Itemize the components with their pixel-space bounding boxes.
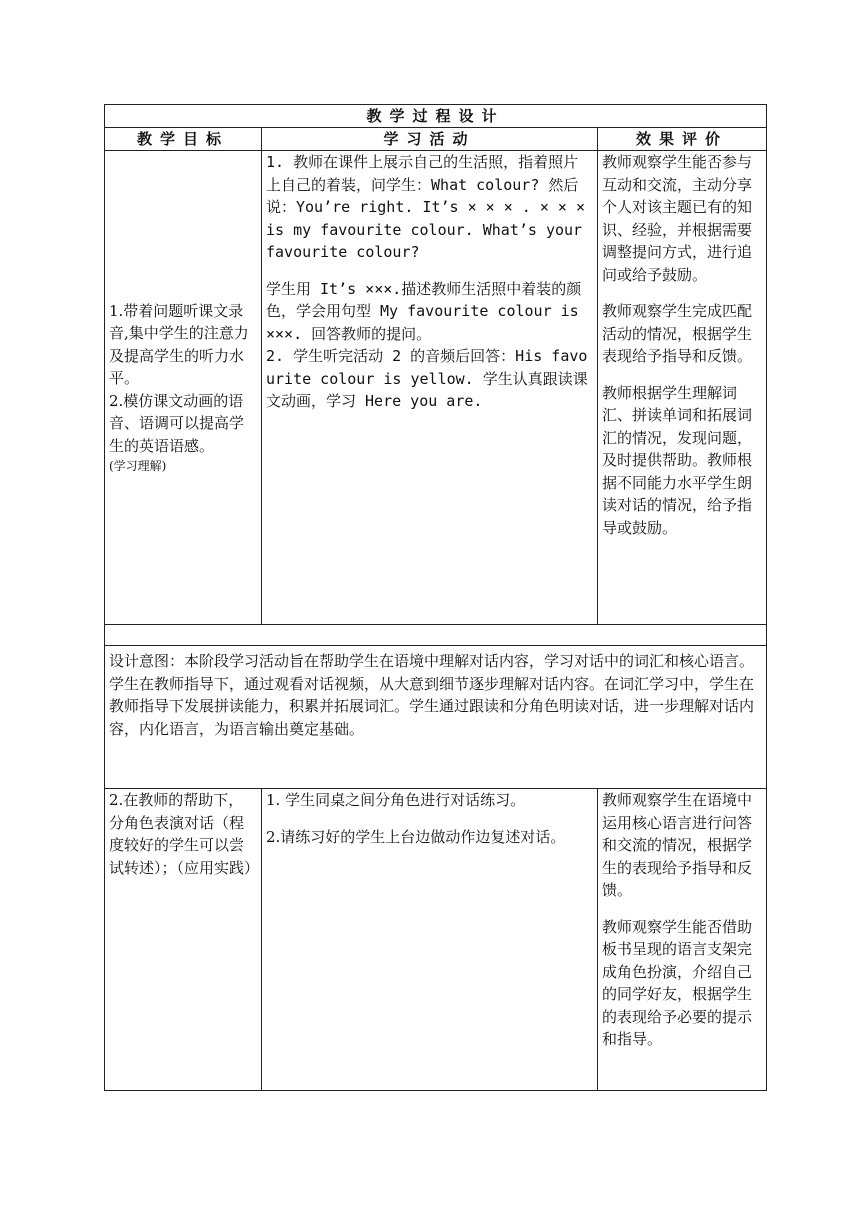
section1-goals-cell [105,151,262,625]
goal-note: (学习理解) [109,459,167,474]
section2-goals-cell [105,789,262,1091]
section1-row [105,151,767,625]
header-activities: 学习活动 [262,128,598,151]
goal-2: 2.在教师的帮助下，分角色表演对话（程度较好的学生可以尝试转述）；（应用实践） [109,791,260,877]
design-intent: 设计意图：本阶段学习活动旨在帮助学生在语境中理解对话内容，学习对话中的词汇和核心语言。学生在教师指导下，通过观看对话视频，从大意到细节逐步理解对话内容。在词汇学习中，学生在教师指导下发展拼读能力，积累并拓展词汇。学生通过跟读和分角色明读对话，进一步理解对话内容，内化语言，为语言输出奠定基础。 [105,646,767,789]
goal-line-1: 1.带着问题听课文录音,集中学生的注意力及提高学生的听力水平。 [109,301,249,388]
document-page [104,104,766,1091]
evaluation-5: 教师观察学生能否借助板书呈现的语言支架完成角色扮演，介绍自己的同学好友，根据学生的表现给予必要的提示和指导。 [602,917,753,1048]
header-row [105,128,767,151]
section1-activities-cell [262,151,598,625]
header-goals: 教学目标 [105,128,262,151]
activity-1: 1. 教师在课件上展示自己的生活照，指着照片上自己的着装，问学生：What colour? 然后说：You’re right. It’s × × × . × × × is my favourite colour. What’s your favourite colour? [266,153,585,261]
evaluation-4: 教师观察学生在语境中运用核心语言进行问答和交流的情况，根据学生的表现给予指导和反馈。 [602,791,753,899]
evaluation-1: 教师观察学生能否参与互动和交流，主动分享个人对该主题已有的知识、经验，并根据需要调整提问方式，进行追问或给予鼓励。 [602,153,753,284]
table-title-row [105,105,767,128]
activity-2: 2. 学生听完活动 2 的音频后回答：His favourite colour is yellow. 学生认真跟读课文动画，学习 Here you are. [266,347,588,410]
header-evaluation: 效果评价 [598,128,767,151]
evaluation-2: 教师观察学生完成匹配活动的情况，根据学生表现给予指导和反馈。 [602,302,753,365]
design-intent-row [105,646,767,789]
section2-row [105,789,767,1091]
spacer-row [105,625,767,646]
evaluation-3: 教师根据学生理解词汇、拼读单词和拓展词汇的情况，发现问题，及时提供帮助。教师根据不同能力水平学生朗读对话的情况，给予指导或鼓励。 [602,383,753,537]
teaching-process-table [104,104,767,1091]
activity-perform: 2.请练习好的学生上台边做动作边复述对话。 [266,827,566,846]
section2-activities-cell [262,789,598,1091]
section1-evaluation-cell [598,151,767,625]
activity-student: 学生用 It’s ×××.描述教师生活照中着装的颜色，学会用句型 My favourite colour is ×××. 回答教师的提问。 [266,279,582,343]
activity-pair-practice: 1. 学生同桌之间分角色进行对话练习。 [266,791,526,809]
goal-line-2: 2.模仿课文动画的语音、语调可以提高学生的英语语感。 [109,391,245,455]
section2-evaluation-cell [598,789,767,1091]
table-title: 教学过程设计 [105,105,767,128]
